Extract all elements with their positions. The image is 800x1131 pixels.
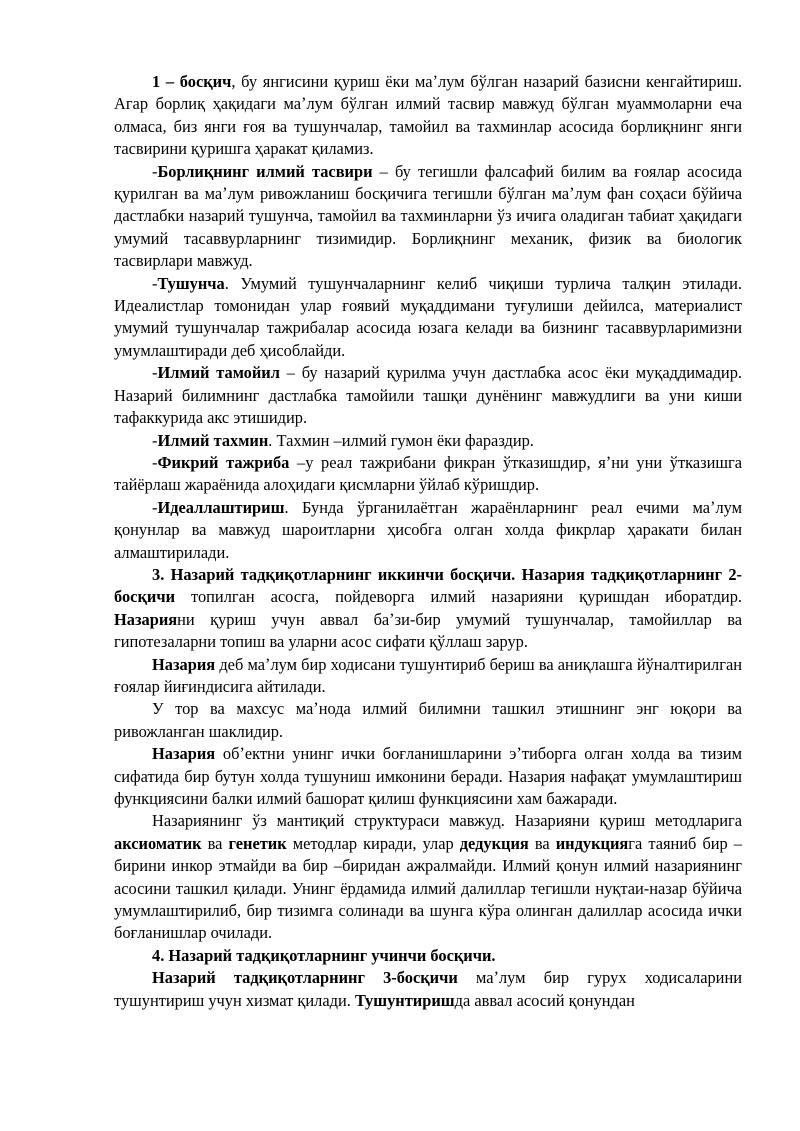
bold-term: генетик: [228, 833, 287, 853]
bold-term: аксиоматик: [114, 833, 202, 853]
dash: -: [152, 161, 158, 181]
dash: -: [152, 452, 158, 472]
bold-term: Назария: [114, 609, 178, 629]
paragraph-thought-experiment: [114, 452, 742, 497]
bold-term: Илмий тамойил: [157, 363, 280, 383]
paragraph-text: обʼектни унинг ички боғланишларини эʼтиборга олган холда ва тизим сифатида бир бутун холда тушуниш имконини беради. Назария нафақат умумлаштириш функциясини балки илмий башорат қилиш функциясини хам бажаради.: [114, 744, 742, 808]
bold-term: индукция: [555, 833, 629, 853]
bold-term: Илмий тахмин: [157, 430, 269, 450]
paragraph-theory-function: [114, 743, 742, 810]
paragraph-text: , бу янгисини қуриш ёки маʼлум бўлган назарий базисни кенгайтириш. Агар борлиқ ҳақидаги маʼлум бўлган илмий тасвир мавжуд бўлган муаммоларни еча олмаса, биз янги ғоя ва тушунчалар, тамойил ва тахминлар асосида борлиқнинг янги тасвирини қуришга ҳаракат қиламиз.: [114, 72, 743, 159]
paragraph-hypothesis: [114, 430, 742, 452]
paragraph-text: . Тахмин –илмий гумон ёки фараздир.: [268, 430, 534, 450]
bold-term: Тушунтириш: [354, 990, 455, 1010]
paragraph-text: . Бунда ўрганилаётган жараёнларнинг реал ечими маʼлум қонунлар ва мавжуд шароитларни ҳисобга олган холда фикрлар ҳаракати билан алмаштирилади.: [114, 497, 742, 562]
bold-term: Фикрий тажриба: [157, 452, 290, 472]
section-heading: 4. Назарий тадқиқотларнинг учинчи босқичи.: [152, 945, 496, 965]
paragraph-idealization: [114, 497, 742, 564]
paragraph-text: ва: [201, 833, 229, 853]
paragraph-text: ва: [528, 833, 556, 853]
paragraph-stage-1: [114, 71, 742, 161]
section-heading-stage-3: [114, 945, 742, 967]
bold-term: Назарий тадқиқотларнинг 3-босқичи: [152, 968, 458, 988]
paragraph-text: топилган асосга, пойдеворга илмий назарияни қуришдан иборатдир.: [175, 587, 742, 607]
bold-term: Назария: [152, 744, 216, 764]
bold-term: Борлиқнинг илмий тасвири: [157, 161, 373, 181]
bold-term: дедукция: [459, 833, 529, 853]
paragraph-principle: [114, 362, 742, 429]
paragraph-text: . Умумий тушунчаларнинг келиб чиқиши турлича талқин этилади. Идеалистлар томонидан улар ғоявий муқаддимани туғулиши дейилса, материалист умумий тушунчалар тажрибалар асосида юзага келади ва бизнинг тасаввурларимизни умумлаштиради деб ҳисоблайди.: [114, 273, 742, 360]
paragraph-stage-3: [114, 967, 742, 1012]
bold-term: Назария: [152, 654, 216, 674]
dash: -: [152, 497, 158, 517]
paragraph-text: – бу назарий қурилма учун дастлабка асос ёки муқаддимадир. Назарий билимнинг дастлабка тамойили ташқи дунёнинг мавжудлиги ва уни киши тафаккурида акс этишидир.: [114, 363, 742, 428]
section-heading: 3. Назарий тадқиқотларнинг иккинчи босқичи. Назария тадқиқотларнинг 2-босқичи: [114, 564, 742, 607]
paragraph-concept: [114, 273, 742, 363]
bold-term: 1 – босқич: [152, 72, 232, 91]
paragraph-theory-form: [114, 698, 742, 743]
dash: -: [152, 273, 158, 293]
paragraph-stage-2: [114, 564, 742, 654]
paragraph-text: методлар киради, улар: [286, 833, 460, 853]
paragraph-text: –у реал тажрибани фикран ўтказишдир, яʼни уни ўтказишга тайёрлаш жараёнида алоҳидаги қисмларни ўйлаб кўришдир.: [114, 452, 742, 495]
bold-term: Идеаллаштириш: [157, 497, 285, 517]
paragraph-text: Назариянинг ўз мантиқий структураси мавжуд. Назарияни қуриш методларига: [152, 811, 742, 831]
paragraph-text: деб маʼлум бир ходисани тушунтириб бериш ва аниқлашга йўналтирилган ғоялар йиғиндисига айтилади.: [114, 654, 742, 696]
bold-term: Тушунча: [157, 273, 225, 293]
paragraph-text: маʼлум бир гурух ходисаларини тушунтириш учун хизмат қилади.: [114, 968, 742, 1010]
dash: -: [152, 430, 158, 450]
paragraph-text: ни қуриш учун аввал баʼзи-бир умумий тушунчалар, тамойиллар ва гипотезаларни топиш ва уларни асос сифати қўллаш зарур.: [114, 609, 742, 652]
paragraph-theory-definition: [114, 654, 742, 699]
document-page: [114, 71, 742, 1012]
paragraph-scientific-picture: [114, 161, 742, 273]
paragraph-text: У тор ва махсус маʼнода илмий билимни ташкил этишнинг энг юқори ва ривожланган шаклидир.: [114, 699, 742, 741]
dash: -: [152, 363, 158, 383]
paragraph-theory-structure: [114, 810, 742, 944]
paragraph-text: – бу тегишли фалсафий билим ва ғоялар асосида қурилган ва маʼлум ривожланиш босқичига тегишли бўлган маʼлум фан соҳаси бўйича дастлабки назарий тушунча, тамойил ва тахминларни ўз ичига оладиган табиат ҳақидаги умумий тасаввурларнинг тизимидир. Борлиқнинг механик, физик ва биологик тасвирлари мавжуд.: [114, 161, 743, 271]
paragraph-text: да аввал асосий қонундан: [454, 990, 635, 1010]
paragraph-text: га таяниб бир –бирини инкор этмайди ва бир –биридан ажралмайди. Илмий қонун илмий назариянинг асосини ташкил қилади. Унинг ёрдамида илмий далиллар тегишли нуқтаи-назар бўйича умумлаштирилиб, бир тизимга солинади ва шунга кўра олинган далиллар асосида ички боғланишлар очилади.: [114, 833, 742, 943]
